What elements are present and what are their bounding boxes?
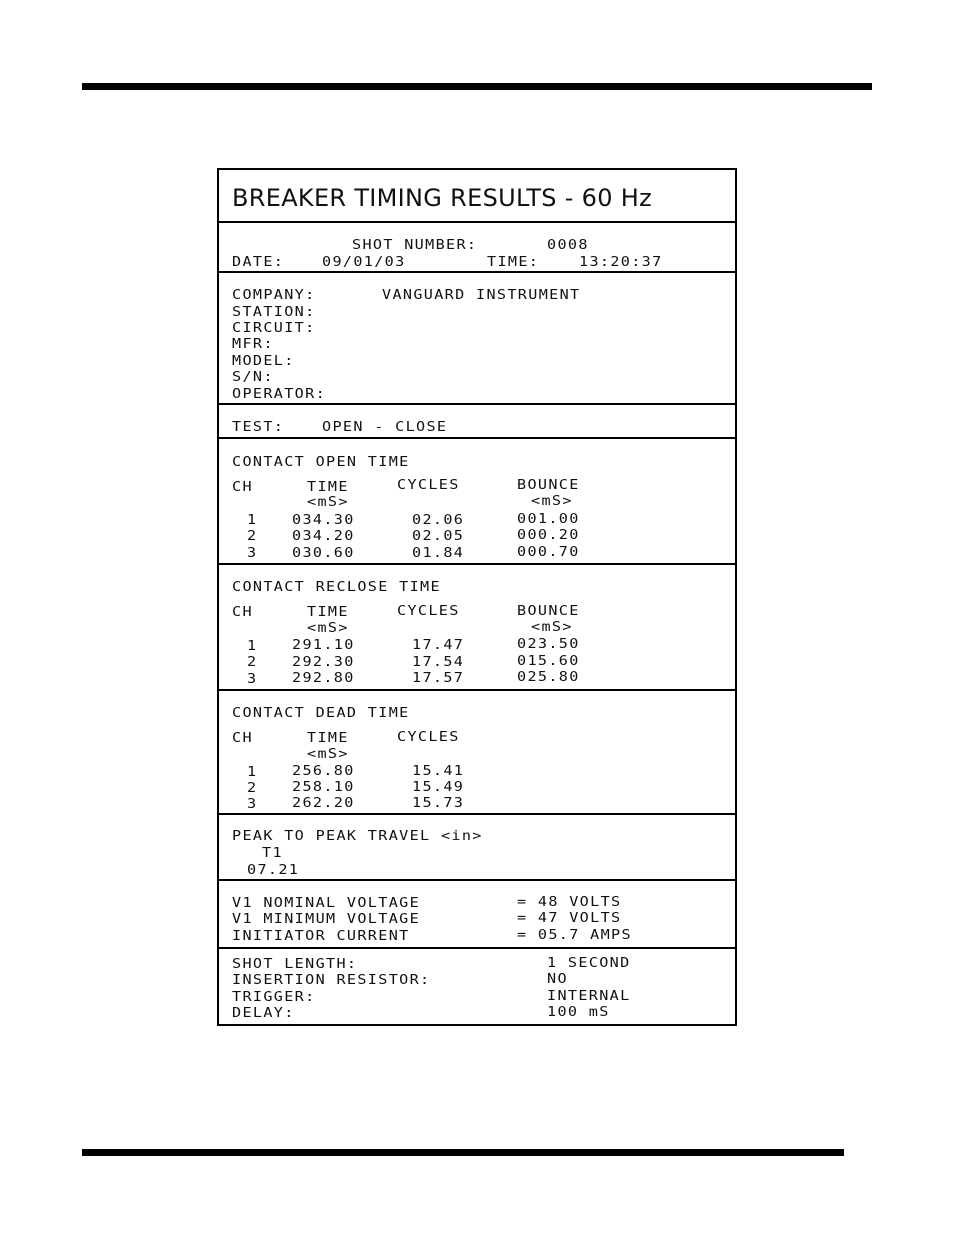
sn-label: S/N: bbox=[232, 369, 274, 385]
reclose-time-section bbox=[219, 565, 735, 691]
timing-report bbox=[217, 168, 737, 1026]
bottom-rule bbox=[82, 1149, 844, 1156]
travel-value: 07.21 bbox=[247, 862, 300, 878]
travel-heading: PEAK TO PEAK TRAVEL <in> bbox=[232, 828, 483, 844]
mfr-label: MFR: bbox=[232, 336, 274, 352]
reclose-time-unit: <mS> bbox=[307, 620, 349, 636]
delay-label: DELAY: bbox=[232, 1005, 295, 1021]
shot-number: 0008 bbox=[547, 237, 589, 253]
table-row-cycles: 02.05 bbox=[412, 528, 465, 544]
table-row-ch: 2 bbox=[247, 528, 258, 544]
reclose-col-cycles: CYCLES bbox=[397, 603, 460, 619]
table-row-bounce: 001.00 bbox=[517, 511, 580, 527]
nominal-voltage-label: V1 NOMINAL VOLTAGE bbox=[232, 895, 421, 911]
table-row-cycles: 15.73 bbox=[412, 795, 465, 811]
table-row-time: 292.30 bbox=[292, 654, 355, 670]
dead-col-time: TIME bbox=[307, 730, 349, 746]
shot-section bbox=[219, 223, 735, 273]
table-row-time: 291.10 bbox=[292, 637, 355, 653]
trigger-value: INTERNAL bbox=[547, 988, 631, 1004]
company-value: VANGUARD INSTRUMENT bbox=[382, 287, 581, 303]
title-section bbox=[219, 170, 735, 223]
voltage-section bbox=[219, 881, 735, 949]
insertion-resistor-value: NO bbox=[547, 971, 568, 987]
table-row-ch: 2 bbox=[247, 654, 258, 670]
open-col-time: TIME bbox=[307, 479, 349, 495]
minimum-voltage-label: V1 MINIMUM VOLTAGE bbox=[232, 911, 421, 927]
table-row-time: 256.80 bbox=[292, 763, 355, 779]
open-col-cycles: CYCLES bbox=[397, 477, 460, 493]
shot-length-label: SHOT LENGTH: bbox=[232, 956, 358, 972]
table-row-bounce: 015.60 bbox=[517, 653, 580, 669]
reclose-col-bounce: BOUNCE bbox=[517, 603, 580, 619]
travel-channel: T1 bbox=[262, 845, 283, 861]
dead-col-ch: CH bbox=[232, 730, 253, 746]
table-row-bounce: 025.80 bbox=[517, 669, 580, 685]
table-row-ch: 1 bbox=[247, 638, 258, 654]
table-row-time: 034.30 bbox=[292, 512, 355, 528]
time-value: 13:20:37 bbox=[579, 254, 663, 270]
initiator-current-value: = 05.7 AMPS bbox=[517, 927, 632, 943]
table-row-ch: 3 bbox=[247, 796, 258, 812]
test-value: OPEN - CLOSE bbox=[322, 419, 448, 435]
table-row-ch: 1 bbox=[247, 764, 258, 780]
table-row-ch: 2 bbox=[247, 780, 258, 796]
test-label: TEST: bbox=[232, 419, 285, 435]
table-row-cycles: 17.57 bbox=[412, 670, 465, 686]
open-col-ch: CH bbox=[232, 479, 253, 495]
date-label: DATE: bbox=[232, 254, 285, 270]
shot-number-label: SHOT NUMBER: bbox=[352, 237, 478, 253]
table-row-cycles: 01.84 bbox=[412, 545, 465, 561]
company-label: COMPANY: bbox=[232, 287, 316, 303]
reclose-col-time: TIME bbox=[307, 604, 349, 620]
minimum-voltage-value: = 47 VOLTS bbox=[517, 910, 622, 926]
table-row-cycles: 17.54 bbox=[412, 654, 465, 670]
dead-time-section bbox=[219, 691, 735, 815]
top-rule bbox=[82, 83, 872, 90]
table-row-bounce: 000.70 bbox=[517, 544, 580, 560]
table-row-ch: 1 bbox=[247, 512, 258, 528]
travel-section bbox=[219, 815, 735, 881]
initiator-current-label: INITIATOR CURRENT bbox=[232, 928, 410, 944]
open-bounce-unit: <mS> bbox=[531, 493, 573, 509]
open-col-bounce: BOUNCE bbox=[517, 477, 580, 493]
reclose-bounce-unit: <mS> bbox=[531, 619, 573, 635]
open-time-heading: CONTACT OPEN TIME bbox=[232, 454, 410, 470]
table-row-ch: 3 bbox=[247, 545, 258, 561]
report-title: BREAKER TIMING RESULTS - 60 Hz bbox=[232, 184, 652, 212]
table-row-time: 262.20 bbox=[292, 795, 355, 811]
settings-section bbox=[219, 949, 735, 1024]
test-section bbox=[219, 405, 735, 439]
dead-time-unit: <mS> bbox=[307, 746, 349, 762]
table-row-time: 292.80 bbox=[292, 670, 355, 686]
info-section bbox=[219, 273, 735, 405]
model-label: MODEL: bbox=[232, 353, 295, 369]
reclose-col-ch: CH bbox=[232, 604, 253, 620]
delay-value: 100 mS bbox=[547, 1004, 610, 1020]
table-row-bounce: 023.50 bbox=[517, 636, 580, 652]
table-row-time: 034.20 bbox=[292, 528, 355, 544]
circuit-label: CIRCUIT: bbox=[232, 320, 316, 336]
insertion-resistor-label: INSERTION RESISTOR: bbox=[232, 972, 431, 988]
operator-label: OPERATOR: bbox=[232, 386, 327, 402]
reclose-time-heading: CONTACT RECLOSE TIME bbox=[232, 579, 441, 595]
table-row-time: 030.60 bbox=[292, 545, 355, 561]
dead-col-cycles: CYCLES bbox=[397, 729, 460, 745]
open-time-section bbox=[219, 439, 735, 565]
table-row-cycles: 15.49 bbox=[412, 779, 465, 795]
table-row-bounce: 000.20 bbox=[517, 527, 580, 543]
shot-length-value: 1 SECOND bbox=[547, 955, 631, 971]
table-row-ch: 3 bbox=[247, 671, 258, 687]
table-row-cycles: 15.41 bbox=[412, 763, 465, 779]
station-label: STATION: bbox=[232, 304, 316, 320]
table-row-cycles: 02.06 bbox=[412, 512, 465, 528]
dead-time-heading: CONTACT DEAD TIME bbox=[232, 705, 410, 721]
table-row-cycles: 17.47 bbox=[412, 637, 465, 653]
date-value: 09/01/03 bbox=[322, 254, 406, 270]
nominal-voltage-value: = 48 VOLTS bbox=[517, 894, 622, 910]
time-label: TIME: bbox=[487, 254, 540, 270]
trigger-label: TRIGGER: bbox=[232, 989, 316, 1005]
open-time-unit: <mS> bbox=[307, 494, 349, 510]
table-row-time: 258.10 bbox=[292, 779, 355, 795]
